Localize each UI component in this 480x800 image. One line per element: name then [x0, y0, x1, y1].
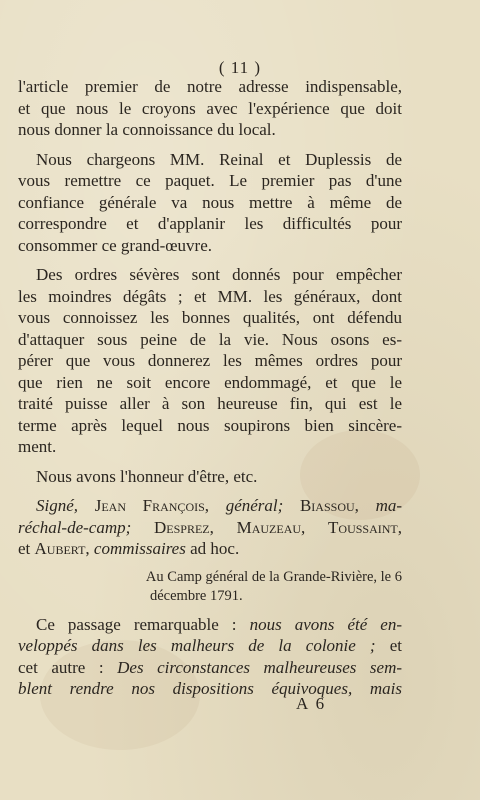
text-line: nous donner la connoissance du local. [18, 120, 276, 139]
text-line [18, 614, 402, 636]
paragraph-1 [18, 76, 402, 141]
text-line: Nous chargeons MM. Reinal et Duplessis de [36, 149, 402, 169]
place-date [18, 568, 402, 606]
text-line [18, 678, 402, 700]
text-line: vous remettre ce paquet. Le premier pas d'une [18, 171, 402, 190]
signatory-title: général; [225, 496, 284, 515]
text-line: Nous avons l'honneur d'être, etc. [36, 466, 258, 486]
text-run-italic: nous avons été en- [249, 614, 402, 634]
signatory-line [18, 517, 402, 539]
signature-mark: A 6 [296, 694, 327, 713]
text-run: Ce passage remarquable : [36, 614, 237, 634]
text-line: correspondre et d'applanir les difficultés pour [18, 214, 402, 233]
paragraph-4 [18, 466, 402, 488]
paragraph-5 [18, 614, 402, 700]
signatories [18, 495, 402, 560]
signatory-title: commissaires [93, 539, 186, 558]
text-line [18, 657, 402, 679]
text-run: cet autre : [18, 657, 104, 677]
text-line: traité puisse aller à son heureuse fin, qui est le [18, 394, 402, 413]
signatory-name: Toussaint, [328, 517, 402, 537]
text-line: consommer ce grand-œuvre. [18, 235, 213, 255]
conjunction: et [18, 539, 31, 558]
signatory-title: réchal-de-camp; [18, 517, 132, 537]
text-line: ment. [18, 437, 57, 456]
signatory-name: Aubert, [34, 539, 90, 558]
paragraph-3 [18, 264, 402, 458]
signatory-line [18, 495, 402, 517]
text-line: d'attaquer sous peine de la vie. Nous osons es- [18, 329, 402, 349]
text-line: Des ordres sévères sont donnés pour empêcher [36, 265, 402, 284]
signatory-name: Mauzeau, [236, 517, 306, 537]
text-line [18, 635, 402, 657]
signatory-name: Biassou, [299, 496, 359, 515]
place-date-line: décembre 1791. [150, 587, 243, 604]
signed-label: Signé, [36, 496, 79, 515]
text-line: les moindres dégâts ; et MM. les généraux, dont [18, 286, 402, 306]
text-line: l'article premier de notre adresse indispensable, [18, 77, 402, 96]
signatory-line [18, 538, 402, 560]
text-run-italic: mais [369, 679, 403, 698]
text-line: vous connoissez les bonnes qualités, ont défendu [18, 308, 402, 327]
text-run-italic: blent rendre nos dispositions équivoques, [18, 679, 353, 698]
page-number: ( 11 ) [218, 58, 262, 77]
paragraph-2 [18, 149, 402, 257]
text-line: que rien ne soit encore endommagé, et que le [18, 372, 402, 392]
text-line: pérer que vous donnerez les mêmes ordres pour [18, 351, 402, 370]
signatory-title: ma- [375, 496, 403, 515]
text-line: et que nous le croyons avec l'expérience que doit [18, 98, 402, 118]
body-text [18, 76, 402, 700]
text-run-italic: veloppés dans les malheurs de la colonie ; [18, 636, 376, 655]
place-date-line: Au Camp général de la Grande-Rivière, le 6 [145, 568, 402, 585]
text-line: terme après lequel nous soupirons bien sincère- [18, 415, 402, 435]
text-run: et [389, 636, 402, 655]
signatory-tail: ad hoc. [190, 539, 240, 558]
text-line: confiance générale va nous mettre à même de [18, 192, 402, 212]
signatory-name: Desprez, [154, 517, 214, 537]
signatory-name: Jean François, [94, 496, 210, 515]
text-run-italic: Des circonstances malheureuses sem- [117, 657, 403, 677]
